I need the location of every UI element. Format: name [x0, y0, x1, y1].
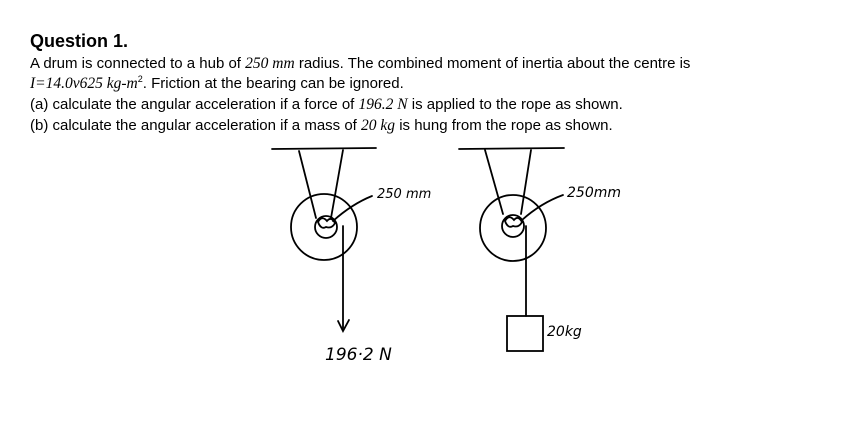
applied-force-value: 196.2 N [358, 96, 408, 113]
hanging-mass-box [507, 316, 543, 351]
left-force-label: 196·2 N [325, 345, 392, 365]
left-pulley-diagram [272, 148, 376, 331]
line2-text-end: . Friction at the bearing can be ignored. [142, 75, 404, 92]
left-ceiling [272, 148, 376, 149]
right-drum [480, 195, 546, 261]
right-ceiling [459, 148, 564, 149]
line1-text-end: radius. The combined moment of inertia about the centre is [294, 55, 691, 72]
right-radius-label: 250mm [567, 185, 621, 201]
left-support-bracket [299, 150, 343, 218]
line1-text-start: A drum is connected to a hub of [30, 55, 246, 72]
left-radius-leader [333, 196, 372, 221]
moment-of-inertia-value: I=14.0v625 kg-m [30, 75, 138, 92]
part-b-text-end: is hung from the rope as shown. [395, 117, 613, 134]
mass-label: 20kg [547, 324, 582, 340]
question-heading: Question 1. [30, 31, 129, 51]
right-hub-detail [505, 217, 522, 227]
right-support-bracket [485, 150, 531, 214]
left-hub-detail [318, 218, 335, 228]
inertia-exponent: 2 [137, 74, 143, 84]
part-a-text-start: (a) calculate the angular acceleration if a force of [30, 96, 359, 113]
hung-mass-value: 20 kg [361, 117, 396, 134]
part-b-text-start: (b) calculate the angular acceleration if a mass of [30, 117, 362, 134]
part-a-text-end: is applied to the rope as shown. [407, 96, 623, 113]
right-pulley-diagram [459, 148, 564, 351]
hub-radius-value: 250 mm [245, 55, 295, 72]
left-radius-label: 250 mm [377, 187, 432, 202]
